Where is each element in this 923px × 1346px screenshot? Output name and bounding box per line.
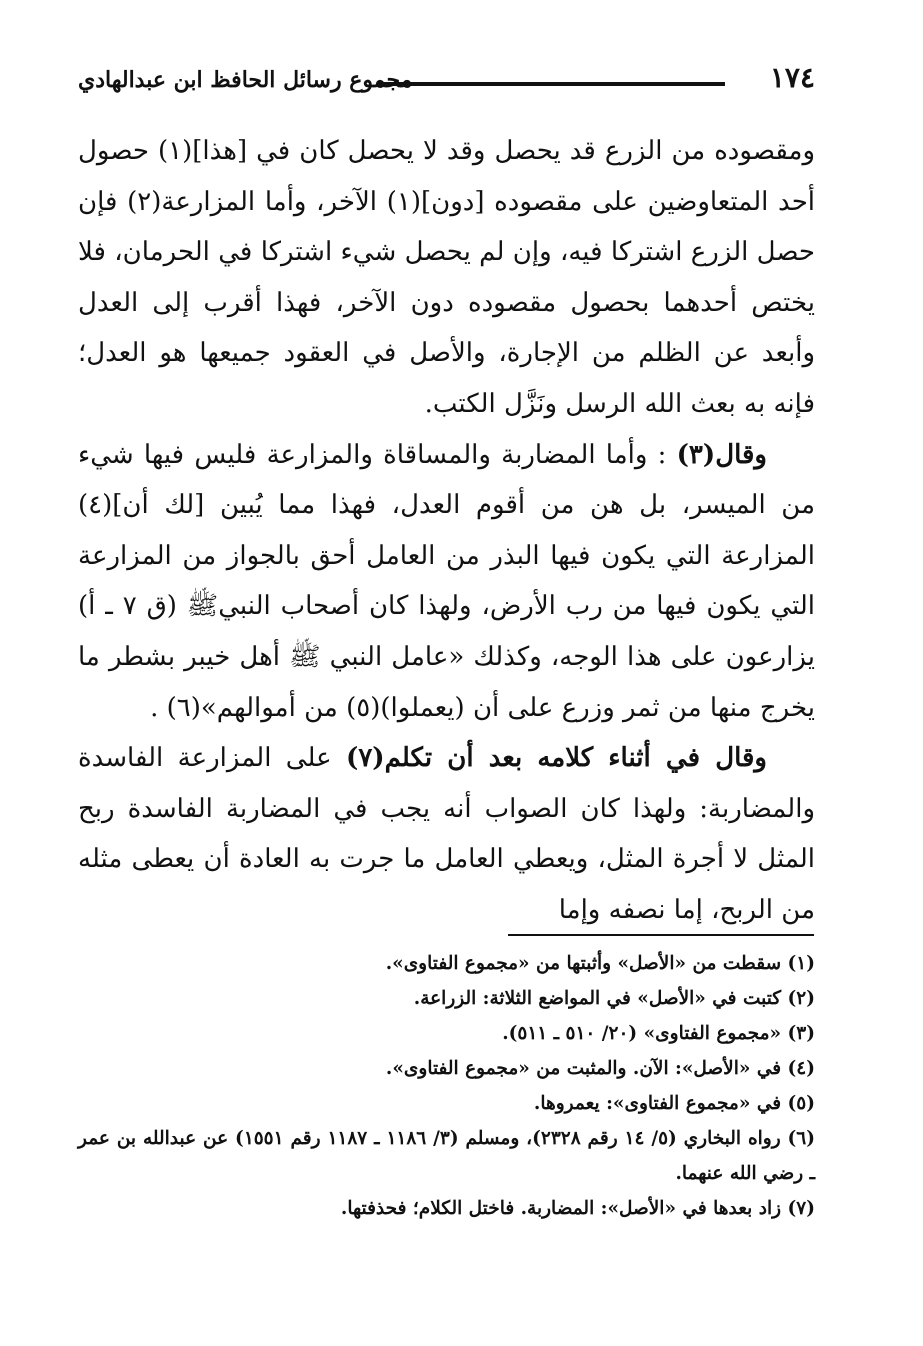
footnote-2: (٢) كتبت في «الأصل» في المواضع الثلاثة: الزراعة.	[413, 988, 815, 1009]
footnote-1: (١) سقطت من «الأصل» وأثبتها من «مجموع الفتاوى».	[385, 953, 815, 974]
page-number: ١٧٤	[769, 61, 815, 94]
paragraph-3	[78, 733, 815, 935]
paragraph-1: ومقصوده من الزرع قد يحصل وقد لا يحصل كان في [هذا](١) حصول أحد المتعاوضين على مقصوده [دون](١) الآخر، وأما المزارعة(٢) فإن حصل الزرع اشتركا فيه، وإن لم يحصل شيء اشتركا في الحرمان، فلا يختص أحدهما بحصول مقصوده دون الآخر، فهذا أقرب إلى العدل وأبعد عن الظلم من الإجارة، والأصل في العقود جميعها هو العدل؛ فإنه به بعث الله الرسل ونَزَّل الكتب.	[78, 136, 816, 419]
paragraph-3-text: على المزارعة الفاسدة والمضاربة: ولهذا كان الصواب أنه يجب في المضاربة الفاسدة ربح المثل لا أجرة المثل، ويعطي العامل ما جرت به العادة أن يعطى مثله من الربح، إما نصفه وإما	[78, 743, 815, 925]
paragraph-2	[78, 430, 815, 734]
running-title: مجموع رسائل الحافظ ابن عبدالهادي	[78, 67, 413, 93]
header-rule	[378, 82, 725, 86]
footnote-3: (٣) «مجموع الفتاوى» (٢٠/ ٥١٠ ـ ٥١١).	[502, 1023, 815, 1044]
paragraph-2-text: : وأما المضاربة والمساقاة والمزارعة فليس فيها شيء من الميسر، بل هن من أقوم العدل، فهذا مما يُبين [لك أن](٤) المزارعة التي يكون فيها البذر من العامل أحق بالجواز من المزارعة التي يكون فيها من رب الأرض، ولهذا كان أصحاب النبيﷺ (ق ٧ ـ أ) يزارعون على هذا الوجه، وكذلك «عامل النبي ﷺ أهل خيبر بشطر ما يخرج منها من ثمر وزرع على أن (يعملوا)(٥) من أموالهم»(٦) .	[78, 439, 816, 723]
footnote-5: (٥) في «مجموع الفتاوى»: يعمروها.	[533, 1093, 815, 1114]
paragraph-2-lead: وقال(٣)	[676, 439, 767, 470]
page-header	[78, 58, 815, 102]
main-text	[78, 126, 815, 936]
footnote-7: (٧) زاد بعدها في «الأصل»: المضاربة. فاختل الكلام؛ فحذفتها.	[340, 1198, 815, 1219]
paragraph-3-lead: وقال في أثناء كلامه بعد أن تكلم(٧)	[346, 743, 767, 774]
footnote-separator	[508, 934, 814, 936]
footnote-4: (٤) في «الأصل»: الآن. والمثبت من «مجموع الفتاوى».	[385, 1058, 815, 1079]
footnote-6: (٦) رواه البخاري (٥/ ١٤ رقم ٢٣٢٨)، ومسلم (٣/ ١١٨٦ ـ ١١٨٧ رقم ١٥٥١) عن عبدالله بن عمر ـ رضي الله عنهما.	[78, 1128, 815, 1184]
footnotes	[78, 946, 815, 1226]
